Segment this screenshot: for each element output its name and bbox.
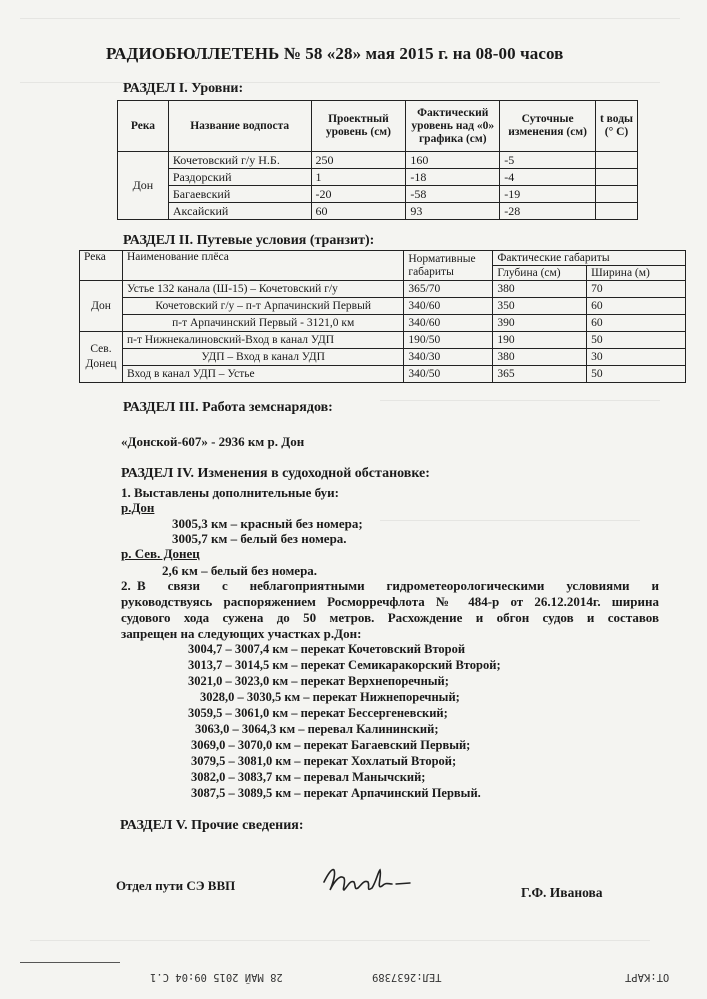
section-3-heading: РАЗДЕЛ III. Работа земснарядов:	[123, 400, 333, 415]
table-row	[80, 315, 686, 332]
width-cell: 70	[587, 281, 686, 298]
header-width: Ширина (м)	[587, 266, 686, 281]
normative-cell: 340/30	[404, 349, 493, 366]
segment-line: 3069,0 – 3070,0 км – перекат Багаевский Первый;	[191, 738, 471, 752]
header-river: Река	[118, 101, 169, 152]
segment-line: 3004,7 – 3007,4 км – перекат Кочетовский Второй	[188, 642, 466, 656]
post-cell: Раздорский	[168, 169, 311, 186]
width-cell: 60	[587, 298, 686, 315]
actual-cell: 160	[406, 152, 500, 169]
item-2-number: 2.	[121, 578, 131, 593]
depth-cell: 390	[493, 315, 587, 332]
temp-cell	[596, 203, 638, 220]
actual-cell: -58	[406, 186, 500, 203]
stretch-cell: Кочетовский г/у – п-т Арпачинский Первый	[122, 298, 403, 315]
width-cell: 50	[587, 366, 686, 383]
show-through-line	[20, 82, 660, 83]
route-conditions-table	[79, 250, 686, 383]
stretch-cell: п-т Арпачинский Первый - 3121,0 км	[122, 315, 403, 332]
river-cell: Дон	[118, 152, 169, 220]
fax-date: 28 МАЙ 2015 09:04 С.1	[150, 971, 283, 983]
header-water-temp: t воды (° С)	[596, 101, 638, 152]
project-cell: 1	[311, 169, 406, 186]
depth-cell: 190	[493, 332, 587, 349]
table-row	[80, 366, 686, 383]
project-cell: 60	[311, 203, 406, 220]
table-row	[80, 298, 686, 315]
dredger-text: «Донской-607» - 2936 км р. Дон	[121, 434, 305, 449]
header-depth: Глубина (см)	[493, 266, 587, 281]
show-through-line	[20, 18, 680, 19]
river-don-label: р.Дон	[121, 500, 155, 515]
segment-line: 3063,0 – 3064,3 км – перевал Калининский;	[195, 722, 439, 736]
change-cell: -4	[500, 169, 596, 186]
signer-name: Г.Ф. Иванова	[521, 885, 603, 900]
project-cell: 250	[311, 152, 406, 169]
fax-header-line	[0, 968, 707, 990]
table-row	[118, 169, 638, 186]
paragraph-line: запрещен на следующих участках р.Дон:	[121, 626, 362, 641]
post-cell: Кочетовский г/у Н.Б.	[168, 152, 311, 169]
section-2-heading: РАЗДЕЛ II. Путевые условия (транзит):	[123, 233, 375, 248]
segment-line: 3082,0 – 3083,7 км – перевал Манычский;	[191, 770, 426, 784]
buoy-line: 3005,3 км – красный без номера;	[172, 516, 363, 531]
river-cell: Сев. Донец	[80, 332, 123, 383]
depth-cell: 365	[493, 366, 587, 383]
restriction-paragraph	[137, 578, 659, 594]
temp-cell	[596, 152, 638, 169]
header-normative: Нормативные габариты	[404, 251, 493, 281]
table-row	[118, 186, 638, 203]
paragraph-line: В связи с неблагоприятными гидрометеорологическими условиями и	[137, 578, 659, 593]
buoys-item: 1. Выставлены дополнительные буи:	[121, 485, 339, 500]
section-4-heading: РАЗДЕЛ IV. Изменения в судоходной обстановке:	[121, 466, 430, 481]
normative-cell: 190/50	[404, 332, 493, 349]
bulletin-title: РАДИОБЮЛЛЕТЕНЬ № 58 «28» мая 2015 г. на 08-00 часов	[106, 44, 564, 63]
depth-cell: 380	[493, 281, 587, 298]
header-river: Река	[80, 251, 123, 281]
segment-line: 3013,7 – 3014,5 км – перекат Семикаракорский Второй;	[188, 658, 501, 672]
stretch-cell: УДП – Вход в канал УДП	[122, 349, 403, 366]
depth-cell: 380	[493, 349, 587, 366]
section-5-heading: РАЗДЕЛ V. Прочие сведения:	[120, 818, 304, 833]
table-row	[80, 332, 686, 349]
paragraph-line: руководствуясь распоряжением Росморречфлота № 484-р от 26.12.2014г. ширина	[121, 594, 659, 609]
stretch-cell: Вход в канал УДП – Устье	[122, 366, 403, 383]
post-cell: Аксайский	[168, 203, 311, 220]
depth-cell: 350	[493, 298, 587, 315]
header-post-name: Название водпоста	[168, 101, 311, 152]
width-cell: 50	[587, 332, 686, 349]
handwritten-signature	[318, 860, 414, 900]
project-cell: -20	[311, 186, 406, 203]
restriction-paragraph-cont	[121, 594, 659, 642]
normative-cell: 340/60	[404, 315, 493, 332]
actual-cell: 93	[406, 203, 500, 220]
change-cell: -28	[500, 203, 596, 220]
header-daily-change: Суточные изменения (см)	[500, 101, 596, 152]
show-through-line	[380, 520, 640, 521]
table-row	[118, 203, 638, 220]
width-cell: 60	[587, 315, 686, 332]
stretch-cell: п-т Нижнекалиновский-Вход в канал УДП	[122, 332, 403, 349]
temp-cell	[596, 186, 638, 203]
paragraph-line: судового хода сужена до 50 метров. Расхождение и обгон судов и составов	[121, 610, 659, 625]
table-row	[80, 281, 686, 298]
fax-from: ОТ:КАРТ	[625, 971, 670, 983]
show-through-line	[380, 400, 660, 401]
segment-line: 3059,5 – 3061,0 км – перекат Бессергеневский;	[188, 706, 448, 720]
header-stretch: Наименование плёса	[122, 251, 403, 281]
normative-cell: 340/50	[404, 366, 493, 383]
segment-line: 3087,5 – 3089,5 км – перекат Арпачинский Первый.	[191, 786, 481, 800]
buoy-line: 2,6 км – белый без номера.	[162, 563, 318, 578]
department-name: Отдел пути СЭ ВВП	[116, 878, 236, 893]
header-actual-level: Фактический уровень над «0» графика (см)	[406, 101, 500, 152]
stretch-cell: Устье 132 канала (Ш-15) – Кочетовский г/у	[122, 281, 403, 298]
header-project-level: Проектный уровень (см)	[311, 101, 406, 152]
segment-line: 3028,0 – 3030,5 км – перекат Нижнепоречный;	[200, 690, 460, 704]
actual-cell: -18	[406, 169, 500, 186]
section-1-heading: РАЗДЕЛ I. Уровни:	[123, 81, 244, 96]
header-actual: Фактические габариты	[493, 251, 686, 266]
show-through-line	[30, 940, 650, 941]
change-cell: -5	[500, 152, 596, 169]
river-donets-label: р. Сев. Донец	[121, 546, 200, 561]
table-header-row	[80, 251, 686, 266]
buoy-line: 3005,7 км – белый без номера.	[172, 531, 347, 546]
segment-line: 3079,5 – 3081,0 км – перекат Хохлатый Второй;	[191, 754, 457, 768]
post-cell: Багаевский	[168, 186, 311, 203]
table-row	[118, 152, 638, 169]
normative-cell: 365/70	[404, 281, 493, 298]
width-cell: 30	[587, 349, 686, 366]
table-header-row	[118, 101, 638, 152]
table-row	[80, 349, 686, 366]
change-cell: -19	[500, 186, 596, 203]
divider	[20, 962, 120, 963]
levels-table	[117, 100, 638, 220]
fax-tel: ТЕЛ:2637389	[372, 971, 442, 983]
river-cell: Дон	[80, 281, 123, 332]
segment-line: 3021,0 – 3023,0 км – перекат Верхнепоречный;	[188, 674, 449, 688]
normative-cell: 340/60	[404, 298, 493, 315]
temp-cell	[596, 169, 638, 186]
